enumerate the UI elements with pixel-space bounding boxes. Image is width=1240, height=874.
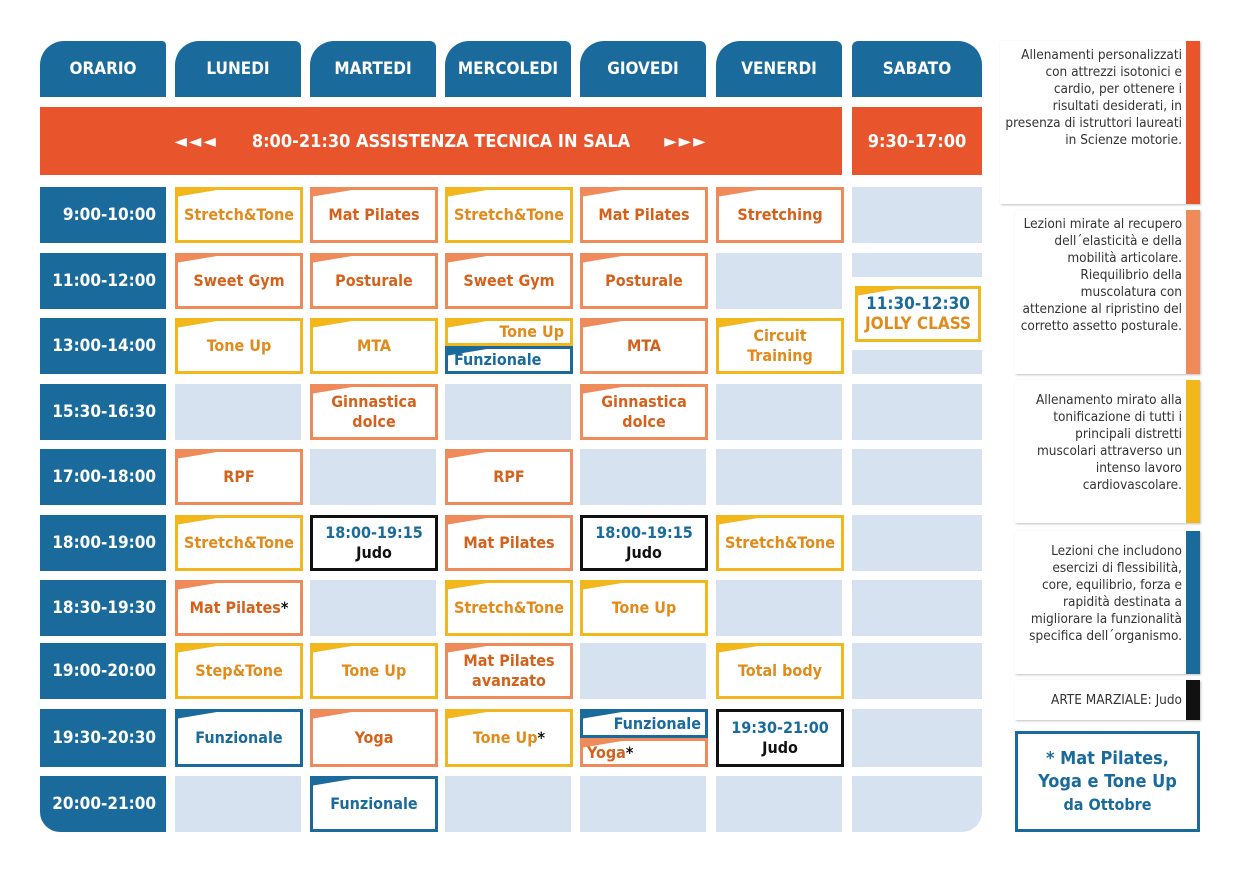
header-venerdi: VENERDI bbox=[716, 41, 842, 97]
empty-slot bbox=[852, 643, 982, 699]
class-mat-pilates: Mat Pilates bbox=[445, 515, 573, 571]
class-rpf: RPF bbox=[445, 449, 573, 505]
header-lunedi: LUNEDI bbox=[175, 41, 301, 97]
class-mta: MTA bbox=[580, 318, 708, 374]
legend-red: Allenamenti personalizzati con attrezzi isotonici e cardio, per ottenere i risultati desiderati, in presenza di istruttori laureati in Scienze motorie. bbox=[1000, 41, 1200, 204]
empty-slot bbox=[852, 515, 982, 571]
class-sweet-gym: Sweet Gym bbox=[445, 253, 573, 309]
header-orario: ORARIO bbox=[40, 41, 166, 97]
legend-blue: Lezioni che includono esercizi di flessibilità, core, equilibrio, forza e rapidità destinata a migliorare la funzionalità specifica dell´organismo. bbox=[1015, 531, 1200, 674]
header-sabato: SABATO bbox=[852, 41, 982, 97]
empty-slot bbox=[580, 449, 706, 505]
class-sweet-gym: Sweet Gym bbox=[175, 253, 303, 309]
class-yoga: Yoga bbox=[310, 709, 438, 767]
empty-slot bbox=[852, 253, 982, 277]
empty-slot bbox=[852, 449, 982, 505]
asterisk-mark: * bbox=[280, 598, 289, 617]
judo-time: 19:30-21:00 bbox=[731, 718, 829, 737]
judo-name: Judo bbox=[762, 738, 798, 757]
jolly-class-name: JOLLY CLASS bbox=[865, 314, 971, 334]
judo-name: Judo bbox=[626, 543, 662, 562]
empty-slot bbox=[716, 580, 842, 636]
empty-slot bbox=[716, 253, 842, 309]
class-funzionale: Funzionale bbox=[310, 776, 438, 832]
empty-slot bbox=[852, 776, 982, 832]
empty-slot bbox=[852, 709, 982, 767]
class-yoga bbox=[580, 738, 708, 767]
class-ginnastica-dolce: Ginnastica dolce bbox=[310, 384, 438, 440]
class-label: Mat Pilates bbox=[189, 598, 281, 617]
class-label: Yoga bbox=[587, 742, 626, 762]
class-mat-pilates: Mat Pilates bbox=[310, 187, 438, 243]
empty-slot bbox=[852, 384, 982, 440]
class-label: Tone Up bbox=[472, 728, 538, 747]
time-cell: 18:00-19:00 bbox=[40, 515, 166, 571]
judo-time: 18:00-19:15 bbox=[325, 523, 423, 542]
class-posturale: Posturale bbox=[310, 253, 438, 309]
class-circuit-training: Circuit Training bbox=[716, 318, 844, 374]
empty-slot bbox=[852, 187, 982, 243]
time-cell: 19:30-20:30 bbox=[40, 709, 166, 767]
time-cell: 20:00-21:00 bbox=[40, 776, 166, 832]
header-martedi: MARTEDI bbox=[310, 41, 436, 97]
class-stretch-tone: Stretch&Tone bbox=[716, 515, 844, 571]
arrows-right-icon: ►►► bbox=[664, 130, 708, 152]
class-posturale: Posturale bbox=[580, 253, 708, 309]
empty-slot bbox=[716, 384, 842, 440]
class-tone-up: Tone Up bbox=[580, 580, 708, 636]
time-cell: 19:00-20:00 bbox=[40, 643, 166, 699]
header-mercoledi: MERCOLEDI bbox=[445, 41, 571, 97]
assistance-banner bbox=[40, 107, 842, 175]
class-judo bbox=[716, 709, 844, 767]
class-judo bbox=[580, 515, 708, 571]
note-box bbox=[1015, 731, 1200, 832]
banner-saturday-hours: 9:30-17:00 bbox=[852, 107, 982, 175]
time-cell: 11:00-12:00 bbox=[40, 253, 166, 309]
legend-yellow: Allenamento mirato alla tonificazione di tutti i principali distretti muscolari attraverso un intenso lavoro cardiovascolare. bbox=[1015, 380, 1200, 523]
class-mat-pilates: Mat Pilates bbox=[580, 187, 708, 243]
empty-slot bbox=[175, 776, 301, 832]
empty-slot bbox=[445, 384, 571, 440]
empty-slot bbox=[716, 449, 842, 505]
class-judo bbox=[310, 515, 438, 571]
asterisk-mark: * bbox=[537, 728, 546, 747]
class-ginnastica-dolce: Ginnastica dolce bbox=[580, 384, 708, 440]
arrows-left-icon: ◄◄◄ bbox=[174, 130, 218, 152]
legend-black: ARTE MARZIALE: Judo bbox=[1015, 680, 1200, 720]
jolly-class-time: 11:30-12:30 bbox=[866, 294, 970, 314]
class-step-tone: Step&Tone bbox=[175, 643, 303, 699]
time-cell: 18:30-19:30 bbox=[40, 580, 166, 636]
class-tone-up: Tone Up bbox=[175, 318, 303, 374]
class-stretch-tone: Stretch&Tone bbox=[175, 515, 303, 571]
empty-slot bbox=[175, 384, 301, 440]
class-mta: MTA bbox=[310, 318, 438, 374]
empty-slot bbox=[445, 776, 571, 832]
empty-slot bbox=[852, 350, 982, 374]
note-line3: da Ottobre bbox=[1063, 795, 1152, 814]
class-stretch-tone: Stretch&Tone bbox=[175, 187, 303, 243]
class-mat-pilates bbox=[175, 580, 303, 636]
class-mat-pilates-avanzato: Mat Pilates avanzato bbox=[445, 643, 573, 699]
class-tone-up: Tone Up bbox=[445, 318, 573, 346]
class-funzionale: Funzionale bbox=[445, 346, 573, 374]
note-line2: Yoga e Tone Up bbox=[1038, 771, 1177, 792]
class-rpf: RPF bbox=[175, 449, 303, 505]
judo-time: 18:00-19:15 bbox=[595, 523, 693, 542]
asterisk-mark: * bbox=[625, 742, 634, 762]
class-tone-up bbox=[445, 709, 573, 767]
legend-orange: Lezioni mirate al recupero dell´elasticità e della mobilità articolare. Riequilibrio della muscolatura con attenzione al ripristino del corretto assetto posturale. bbox=[1015, 210, 1200, 374]
class-stretch-tone: Stretch&Tone bbox=[445, 580, 573, 636]
jolly-class bbox=[855, 286, 981, 342]
class-stretching: Stretching bbox=[716, 187, 844, 243]
judo-name: Judo bbox=[356, 543, 392, 562]
banner-text: 8:00-21:30 ASSISTENZA TECNICA IN SALA bbox=[251, 130, 631, 152]
time-cell: 17:00-18:00 bbox=[40, 449, 166, 505]
time-cell: 9:00-10:00 bbox=[40, 187, 166, 243]
class-total-body: Total body bbox=[716, 643, 844, 699]
empty-slot bbox=[580, 643, 706, 699]
time-cell: 13:00-14:00 bbox=[40, 318, 166, 374]
empty-slot bbox=[310, 449, 436, 505]
empty-slot bbox=[716, 776, 842, 832]
time-cell: 15:30-16:30 bbox=[40, 384, 166, 440]
empty-slot bbox=[852, 580, 982, 636]
class-funzionale: Funzionale bbox=[580, 709, 708, 738]
class-funzionale: Funzionale bbox=[175, 709, 303, 767]
class-tone-up: Tone Up bbox=[310, 643, 438, 699]
header-giovedi: GIOVEDI bbox=[580, 41, 706, 97]
empty-slot bbox=[580, 776, 706, 832]
class-stretch-tone: Stretch&Tone bbox=[445, 187, 573, 243]
note-line1: * Mat Pilates, bbox=[1046, 748, 1169, 769]
empty-slot bbox=[310, 580, 436, 636]
